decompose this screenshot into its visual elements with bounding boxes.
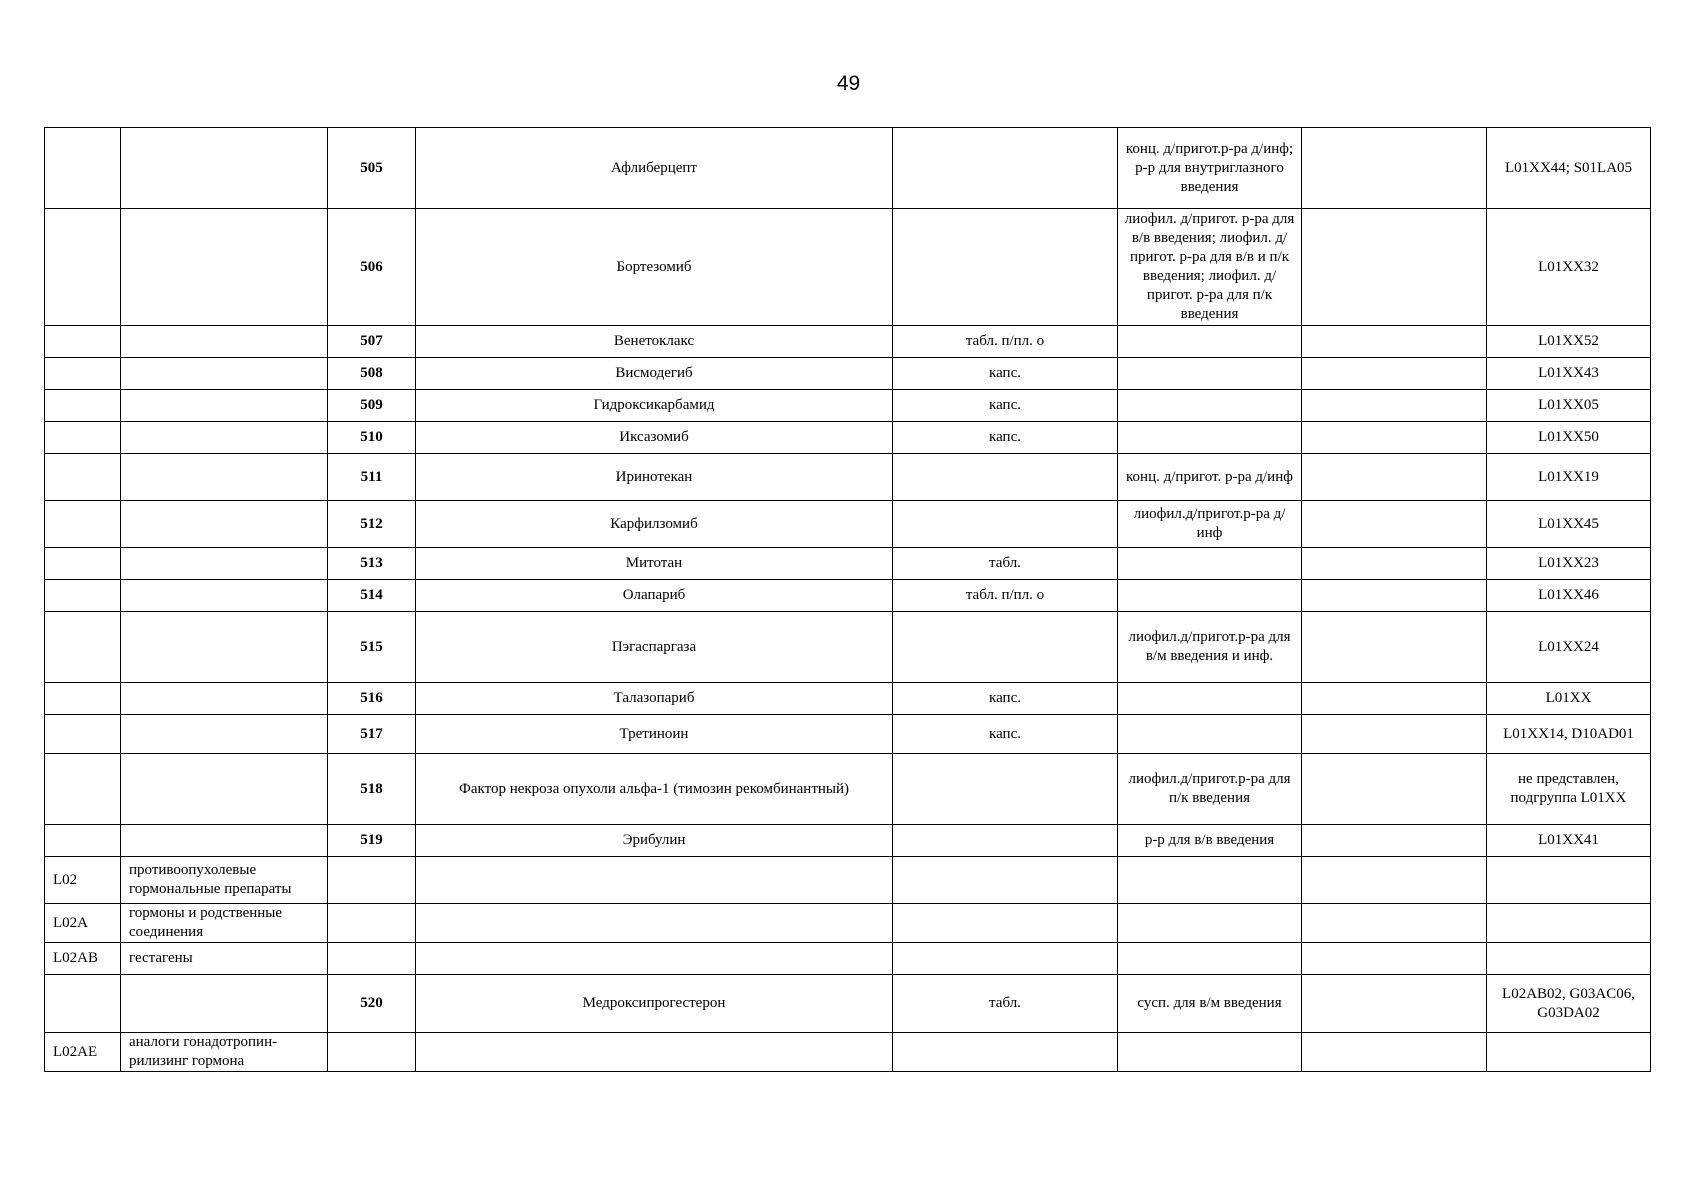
table-row [45,422,1651,454]
dosage-form-cell [893,612,1118,683]
extra-cell [1302,943,1487,975]
atc-group-name-cell [121,209,328,326]
atc-code-cell [1487,1033,1651,1072]
dosage-form-cell: капс. [893,422,1118,454]
atc-group-code-cell [45,825,121,857]
table-row [45,580,1651,612]
atc-code-cell: L01XX [1487,683,1651,715]
item-number-cell: 518 [328,754,416,825]
dosage-form-parenteral-cell: лиофил.д/пригот.р-ра для в/м введения и инф. [1118,612,1302,683]
atc-group-code-cell [45,683,121,715]
extra-cell [1302,825,1487,857]
extra-cell [1302,422,1487,454]
item-number-cell: 511 [328,454,416,501]
dosage-form-cell: табл. [893,548,1118,580]
atc-group-code-cell [45,422,121,454]
atc-group-name-cell [121,975,328,1033]
atc-group-name-cell [121,422,328,454]
table-row [45,1033,1651,1072]
table-row [45,501,1651,548]
atc-group-name-cell [121,548,328,580]
atc-group-name-cell [121,390,328,422]
dosage-form-parenteral-cell [1118,580,1302,612]
drug-name-cell: Третиноин [416,715,893,754]
drug-name-cell: Олапариб [416,580,893,612]
extra-cell [1302,904,1487,943]
extra-cell [1302,857,1487,904]
dosage-form-cell: табл. п/пл. о [893,580,1118,612]
atc-group-name-cell [121,580,328,612]
dosage-form-cell [893,825,1118,857]
dosage-form-parenteral-cell [1118,943,1302,975]
drug-name-cell: Бортезомиб [416,209,893,326]
atc-group-code-cell: L02AB [45,943,121,975]
drug-name-cell: Митотан [416,548,893,580]
extra-cell [1302,612,1487,683]
atc-group-name-cell [121,358,328,390]
drug-name-cell: Иксазомиб [416,422,893,454]
atc-code-cell: L01XX23 [1487,548,1651,580]
dosage-form-cell [893,754,1118,825]
drug-table [44,127,1651,1072]
atc-group-name-cell: противоопухолевые гормональные препараты [121,857,328,904]
dosage-form-parenteral-cell: конц. д/пригот.р-ра д/инф; р-р для внутриглазного введения [1118,128,1302,209]
atc-code-cell: L01XX43 [1487,358,1651,390]
atc-group-code-cell [45,501,121,548]
dosage-form-parenteral-cell [1118,904,1302,943]
atc-code-cell: L01XX24 [1487,612,1651,683]
atc-group-name-cell: гормоны и родственные соединения [121,904,328,943]
atc-group-name-cell [121,326,328,358]
item-number-cell [328,857,416,904]
drug-name-cell [416,1033,893,1072]
dosage-form-parenteral-cell: лиофил.д/пригот.р-ра д/инф [1118,501,1302,548]
item-number-cell: 515 [328,612,416,683]
drug-name-cell: Афлиберцепт [416,128,893,209]
item-number-cell [328,1033,416,1072]
dosage-form-cell [893,943,1118,975]
atc-group-name-cell [121,754,328,825]
item-number-cell: 512 [328,501,416,548]
extra-cell [1302,683,1487,715]
atc-group-code-cell: L02 [45,857,121,904]
atc-code-cell [1487,857,1651,904]
drug-name-cell: Фактор некроза опухоли альфа-1 (тимозин рекомбинантный) [416,754,893,825]
table-row [45,754,1651,825]
drug-name-cell: Талазопариб [416,683,893,715]
drug-name-cell [416,904,893,943]
dosage-form-cell: табл. п/пл. о [893,326,1118,358]
drug-name-cell: Иринотекан [416,454,893,501]
dosage-form-parenteral-cell: сусп. для в/м введения [1118,975,1302,1033]
atc-group-code-cell [45,612,121,683]
dosage-form-cell: капс. [893,683,1118,715]
table-row [45,548,1651,580]
atc-code-cell: L01XX50 [1487,422,1651,454]
dosage-form-cell [893,857,1118,904]
table-row [45,612,1651,683]
table-body [45,128,1651,1072]
table-row [45,454,1651,501]
table-row [45,975,1651,1033]
item-number-cell: 517 [328,715,416,754]
item-number-cell: 514 [328,580,416,612]
atc-code-cell: L01XX41 [1487,825,1651,857]
drug-name-cell: Медроксипрогестерон [416,975,893,1033]
dosage-form-cell [893,128,1118,209]
atc-code-cell [1487,943,1651,975]
atc-group-code-cell [45,128,121,209]
atc-code-cell: L01XX32 [1487,209,1651,326]
atc-code-cell: не представлен, подгруппа L01XX [1487,754,1651,825]
dosage-form-parenteral-cell: конц. д/пригот. р-ра д/инф [1118,454,1302,501]
dosage-form-parenteral-cell [1118,715,1302,754]
item-number-cell: 505 [328,128,416,209]
table-row [45,358,1651,390]
dosage-form-parenteral-cell [1118,548,1302,580]
extra-cell [1302,501,1487,548]
atc-code-cell: L01XX14, D10AD01 [1487,715,1651,754]
atc-code-cell [1487,904,1651,943]
extra-cell [1302,128,1487,209]
atc-code-cell: L01XX46 [1487,580,1651,612]
atc-code-cell: L01XX05 [1487,390,1651,422]
dosage-form-parenteral-cell: лиофил.д/пригот.р-ра для п/к введения [1118,754,1302,825]
extra-cell [1302,209,1487,326]
item-number-cell [328,904,416,943]
atc-group-code-cell: L02AE [45,1033,121,1072]
dosage-form-parenteral-cell [1118,422,1302,454]
extra-cell [1302,715,1487,754]
table-row [45,857,1651,904]
extra-cell [1302,390,1487,422]
item-number-cell [328,943,416,975]
atc-group-code-cell [45,580,121,612]
table-row [45,715,1651,754]
atc-group-code-cell [45,715,121,754]
atc-group-name-cell [121,454,328,501]
dosage-form-cell [893,1033,1118,1072]
table-row [45,943,1651,975]
dosage-form-parenteral-cell: лиофил. д/пригот. р-ра для в/в введения; лиофил. д/пригот. р-ра для в/в и п/к введения; лиофил. д/пригот. р-ра для п/к введения [1118,209,1302,326]
dosage-form-parenteral-cell [1118,390,1302,422]
atc-code-cell: L01XX45 [1487,501,1651,548]
atc-group-code-cell [45,975,121,1033]
dosage-form-cell [893,904,1118,943]
atc-group-name-cell [121,683,328,715]
table-row [45,326,1651,358]
dosage-form-cell: капс. [893,358,1118,390]
atc-code-cell: L02AB02, G03AC06, G03DA02 [1487,975,1651,1033]
dosage-form-parenteral-cell [1118,1033,1302,1072]
item-number-cell: 516 [328,683,416,715]
page-number: 49 [836,72,861,95]
table-row [45,825,1651,857]
drug-name-cell [416,857,893,904]
item-number-cell: 509 [328,390,416,422]
atc-group-code-cell [45,454,121,501]
extra-cell [1302,358,1487,390]
drug-name-cell: Висмодегиб [416,358,893,390]
atc-group-code-cell [45,326,121,358]
drug-name-cell [416,943,893,975]
dosage-form-parenteral-cell [1118,326,1302,358]
dosage-form-cell [893,454,1118,501]
drug-name-cell: Карфилзомиб [416,501,893,548]
drug-name-cell: Венетоклакс [416,326,893,358]
extra-cell [1302,754,1487,825]
dosage-form-parenteral-cell [1118,358,1302,390]
atc-group-code-cell [45,390,121,422]
item-number-cell: 520 [328,975,416,1033]
atc-group-code-cell [45,358,121,390]
dosage-form-cell: табл. [893,975,1118,1033]
extra-cell [1302,326,1487,358]
item-number-cell: 506 [328,209,416,326]
drug-name-cell: Эрибулин [416,825,893,857]
atc-group-code-cell [45,209,121,326]
extra-cell [1302,1033,1487,1072]
dosage-form-cell: капс. [893,390,1118,422]
atc-group-name-cell: аналоги гонадотропин-рилизинг гормона [121,1033,328,1072]
extra-cell [1302,548,1487,580]
drug-name-cell: Гидроксикарбамид [416,390,893,422]
extra-cell [1302,454,1487,501]
item-number-cell: 507 [328,326,416,358]
item-number-cell: 510 [328,422,416,454]
atc-group-code-cell: L02A [45,904,121,943]
atc-group-code-cell [45,754,121,825]
table-row [45,390,1651,422]
table-row [45,904,1651,943]
atc-code-cell: L01XX44; S01LA05 [1487,128,1651,209]
dosage-form-cell [893,209,1118,326]
atc-group-name-cell [121,128,328,209]
dosage-form-cell [893,501,1118,548]
dosage-form-parenteral-cell [1118,683,1302,715]
dosage-form-parenteral-cell [1118,857,1302,904]
dosage-form-cell: капс. [893,715,1118,754]
atc-group-name-cell [121,612,328,683]
table-row [45,683,1651,715]
item-number-cell: 513 [328,548,416,580]
atc-group-name-cell [121,715,328,754]
item-number-cell: 519 [328,825,416,857]
atc-group-code-cell [45,548,121,580]
drug-name-cell: Пэгаспаргаза [416,612,893,683]
extra-cell [1302,975,1487,1033]
atc-group-name-cell [121,501,328,548]
table-row [45,128,1651,209]
atc-code-cell: L01XX52 [1487,326,1651,358]
table-row [45,209,1651,326]
atc-group-name-cell [121,825,328,857]
atc-group-name-cell: гестагены [121,943,328,975]
item-number-cell: 508 [328,358,416,390]
dosage-form-parenteral-cell: р-р для в/в введения [1118,825,1302,857]
atc-code-cell: L01XX19 [1487,454,1651,501]
extra-cell [1302,580,1487,612]
